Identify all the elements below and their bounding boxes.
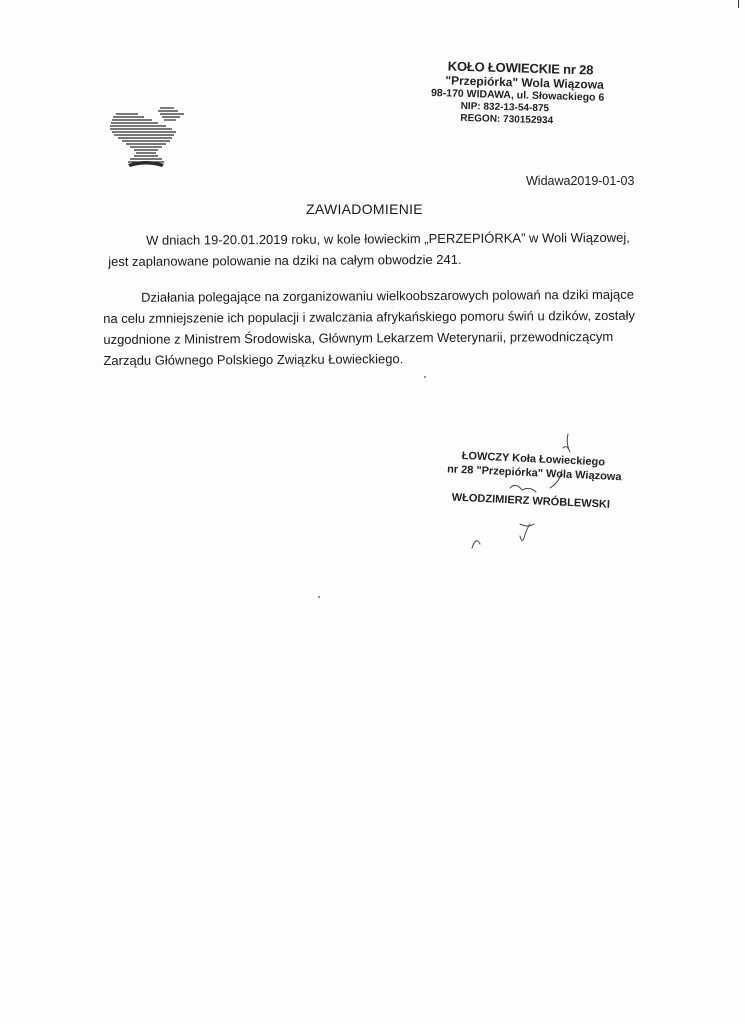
stamp-address: 98-170 WIDAWA, ul. Słowackiego 6 — [430, 87, 605, 105]
signature-name: WŁODZIMIERZ WRÓBLEWSKI — [451, 491, 611, 511]
signature-block — [437, 449, 639, 513]
scan-edge-mark — [738, 0, 739, 8]
paragraph-line: Zarządu Głównego Polskiego Związku Łowieckiego. — [103, 351, 404, 368]
paragraph-line: jest zaplanowane polowanie na dziki na całym obwodzie 241. — [108, 251, 462, 269]
paragraph-line: na celu zmniejszenie ich populacji i zwalczania afrykańskiego pomoru świń u dzików, zostały — [103, 307, 636, 326]
paragraph-line: Działania polegające na zorganizowaniu wielkoobszarowych polowań na dziki mające — [141, 286, 634, 305]
scan-speck — [318, 596, 320, 598]
organization-stamp — [430, 58, 632, 129]
bird-emblem-icon — [108, 100, 190, 170]
document-title: ZAWIADOMIENIE — [306, 201, 423, 217]
stamp-title: KOŁO ŁOWIECKIE nr 28 — [447, 58, 594, 78]
paragraph-line: W dniach 19-20.01.2019 roku, w kole łowieckim „PERZEPIÓRKA” w Woli Wiązowej, — [146, 229, 630, 248]
signature-role: ŁOWCZY Koła Łowieckiego — [461, 449, 606, 469]
scan-speck — [424, 376, 426, 378]
paragraph-line: uzgodnione z Ministrem Środowiska, Głównym Lekarzem Weterynarii, przewodniczącym — [103, 328, 614, 347]
stamp-club-name: "Przepiórka" Wola Wiązowa — [445, 73, 604, 93]
stamp-nip: NIP: 832-13-54-875 — [460, 100, 550, 115]
signature-club: nr 28 "Przepiórka" Wola Wiązowa — [446, 463, 622, 484]
paragraph-activities — [103, 284, 635, 371]
stamp-regon: REGON: 730152934 — [460, 112, 554, 127]
paragraph-hunt-dates — [108, 227, 630, 272]
document-date: Widawa2019-01-03 — [526, 174, 635, 188]
